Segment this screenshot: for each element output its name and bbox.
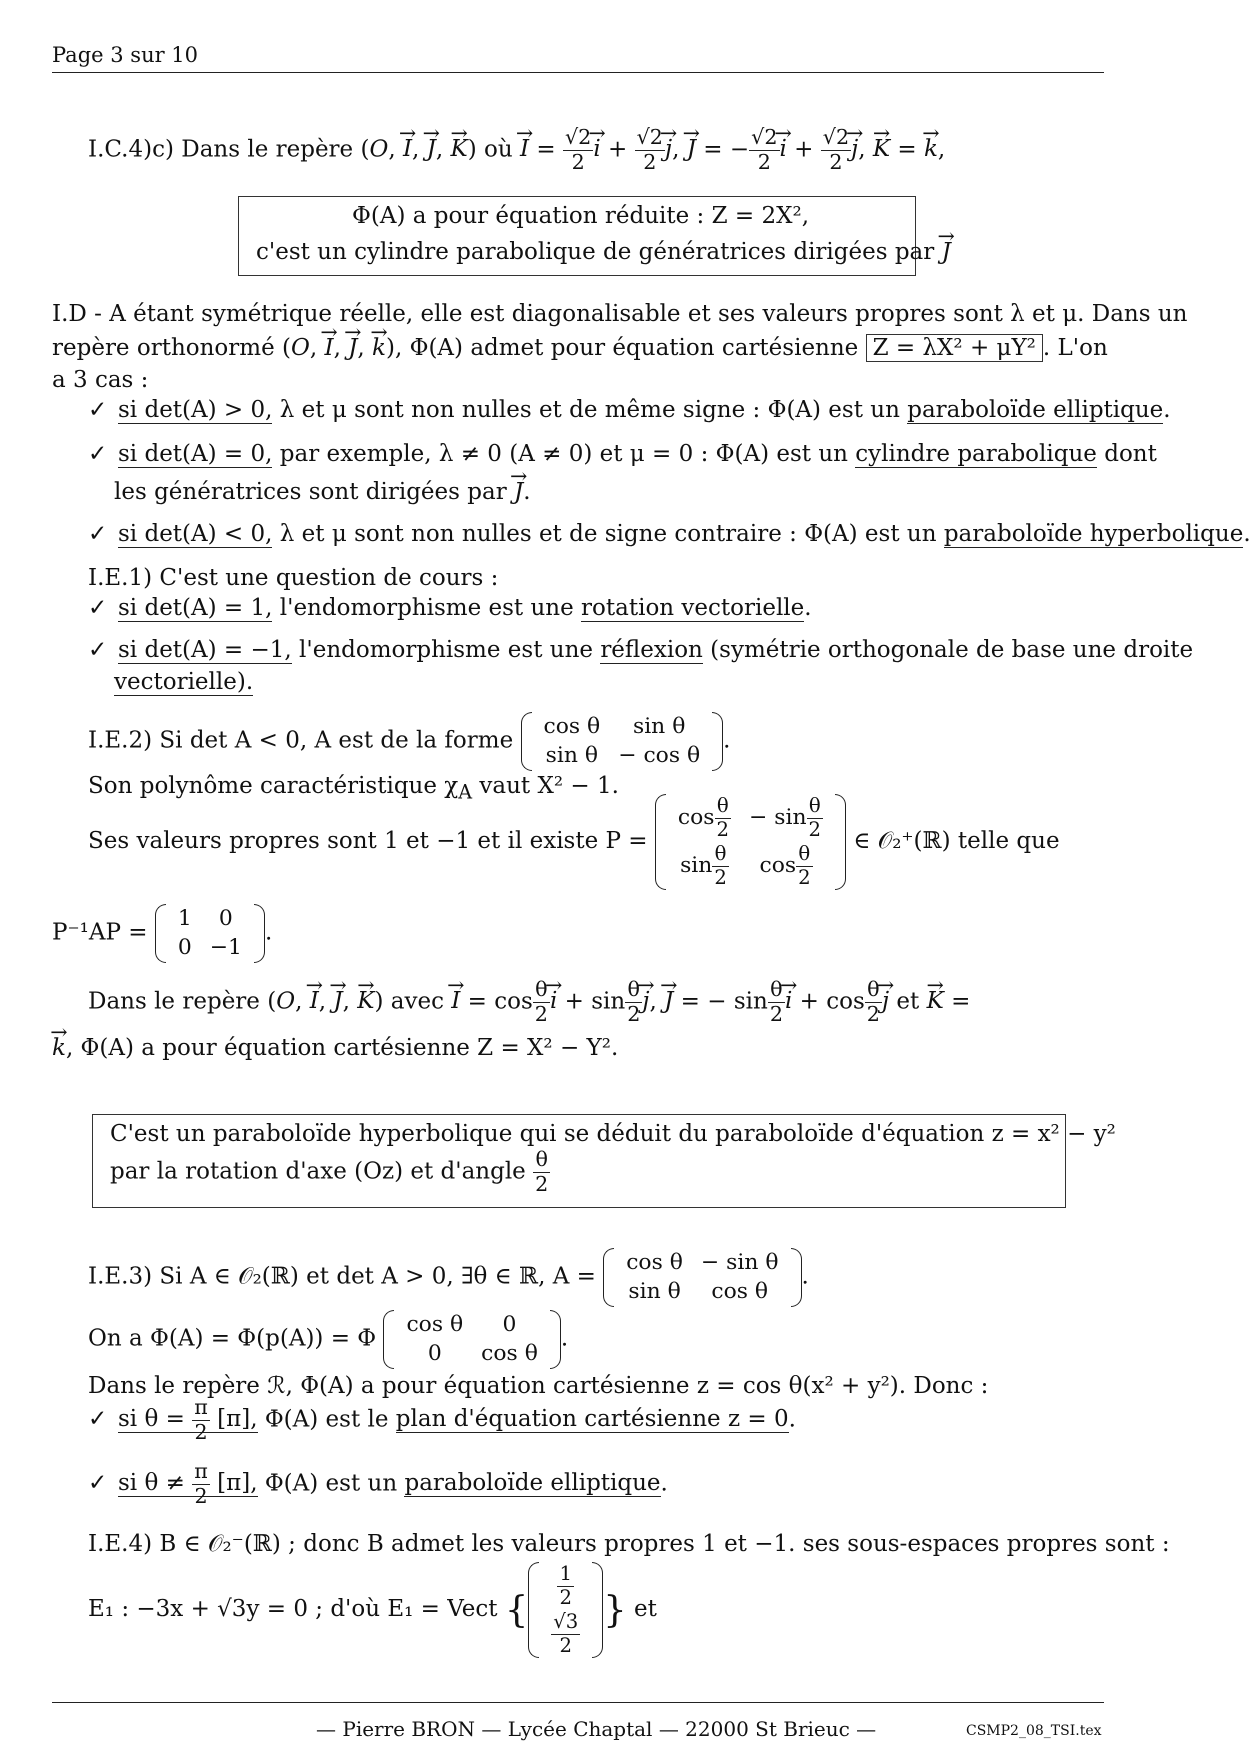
box2-line1: C'est un paraboloïde hyperbolique qui se déduit du paraboloïde d'équation z = x² − y² — [110, 1121, 1116, 1147]
ie1-title: I.E.1) C'est une question de cours : — [88, 565, 499, 591]
matrix-reflection: cos θ sin θ sin θ − cos θ — [521, 712, 724, 771]
ie2-poly: Son polynôme caractéristique $\chi_A$ vaut X² − 1. — [88, 773, 619, 804]
ie3-case-plane: ✓ si θ = $\frac{\pi}{2}$ [π], Φ(A) est le plan d'équation cartésienne z = 0. — [88, 1395, 796, 1444]
case-det-zero: ✓ si det(A) = 0, par exemple, λ ≠ 0 (A ≠ 0) et μ = 0 : Φ(A) est un cylindre parabolique dont — [88, 440, 1157, 470]
ie3-phi-line: On a Φ(A) = Φ(p(A)) = Φ cos θ 0 0 cos θ . — [88, 1310, 568, 1369]
check-mark-icon: ✓ — [88, 1470, 108, 1497]
ie1-case-rotation: ✓ si det(A) = 1, l'endomorphisme est une rotation vectorielle. — [88, 594, 812, 624]
boxed-equation: Z = λX² + μY² — [866, 334, 1043, 362]
case-det-zero-line2: les génératrices sont dirigées par → J. — [114, 478, 531, 508]
matrix-p: cos $\frac{\theta}{2}$ − sin $\frac{\theta}{2}$ sin $\frac{\theta}{2}$ cos $\frac{\theta}{2}$ — [655, 794, 846, 890]
ie3-repere: Dans le repère ℛ, Φ(A) a pour équation cartésienne z = cos θ(x² + y²). Donc : — [88, 1373, 989, 1399]
ie2-repere-line: Dans le repère (O, → I, → J, → K) avec → I = cos $\frac{\theta}{2}$ → i + sin $\frac{\theta}{2}$ → j, → J = − sin $\frac{\theta}{2}$ → i + cos $\frac{\theta}{2}$ → j et → K = — [88, 978, 970, 1027]
case-det-negative: ✓ si det(A) < 0, λ et μ sont non nulles et de signe contraire : Φ(A) est un paraboloïde hyperbolique. — [88, 520, 1251, 550]
ie2-line: I.E.2) Si det A < 0, A est de la forme cos θ sin θ sin θ − cos θ . — [88, 712, 730, 771]
check-mark-icon: ✓ — [88, 595, 108, 621]
ie2-equation: → k, Φ(A) a pour équation cartésienne Z = X² − Y². — [52, 1034, 618, 1064]
ie2-pap: P⁻¹AP = 1 0 0 −1 . — [52, 904, 272, 963]
ie3-case-paraboloid: ✓ si θ ≠ $\frac{\pi}{2}$ [π], Φ(A) est un paraboloïde elliptique. — [88, 1459, 668, 1508]
check-mark-icon: ✓ — [88, 441, 108, 467]
check-mark-icon: ✓ — [88, 1406, 108, 1433]
page-number: Page 3 sur 10 — [52, 43, 199, 67]
id-line1: I.D - A étant symétrique réelle, elle est diagonalisable et ses valeurs propres sont λ et μ. Dans un — [52, 301, 1188, 327]
header-rule — [52, 72, 1104, 73]
ie1-case-reflexion-line2: vectorielle). — [114, 669, 254, 695]
check-mark-icon: ✓ — [88, 397, 108, 423]
ie4-line: I.E.4) B ∈ 𝒪₂⁻(ℝ) ; donc B admet les valeurs propres 1 et −1. ses sous-espaces propres sont : — [88, 1531, 1170, 1557]
matrix-rotation: cos θ − sin θ sin θ cos θ — [603, 1248, 801, 1307]
ie3-line: I.E.3) Si A ∈ 𝒪₂(ℝ) et det A > 0, ∃θ ∈ ℝ, A = cos θ − sin θ sin θ cos θ . — [88, 1248, 809, 1307]
id-line3: a 3 cas : — [52, 367, 149, 393]
box2-line2: par la rotation d'axe (Oz) et d'angle $\frac{\theta}{2}$ — [110, 1147, 549, 1196]
ie4-e1-line: E₁ : −3x + √3y = 0 ; d'où E₁ = Vect { $\frac{1}{2}$ $\frac{√3}{2}$ } et — [88, 1562, 657, 1657]
matrix-cos-diagonal: cos θ 0 0 cos θ — [383, 1310, 560, 1369]
ie1-case-reflexion: ✓ si det(A) = −1, l'endomorphisme est une réflexion (symétrie orthogonale de base une droite — [88, 636, 1193, 666]
ie2-vp-line: Ses valeurs propres sont 1 et −1 et il existe P = cos $\frac{\theta}{2}$ − sin $\frac{\theta}{2}$ sin $\frac{\theta}{2}$ cos $\frac{\theta}{2}$ ∈ 𝒪₂⁺(ℝ) telle que — [88, 794, 1060, 889]
check-mark-icon: ✓ — [88, 637, 108, 663]
box1-line1: Φ(A) a pour équation réduite : Z = 2X², — [352, 203, 810, 229]
check-mark-icon: ✓ — [88, 521, 108, 547]
id-line2: repère orthonormé (O, → I, → J, → k), Φ(A) admet pour équation cartésienne Z = λX² + μY² . L'on — [52, 334, 1108, 364]
box1-line2: c'est un cylindre parabolique de génératrices dirigées par → J — [256, 238, 951, 268]
vector-e1: $\frac{1}{2}$ $\frac{√3}{2}$ — [528, 1562, 603, 1658]
footer-author: — Pierre BRON — Lycée Chaptal — 22000 St Brieuc — — [316, 1717, 877, 1741]
matrix-diagonal: 1 0 0 −1 — [155, 904, 265, 963]
ic4-line: I.C.4)c) Dans le repère (O, → I, → J, → K) où → I = $\frac{√2}{2}$ → i + $\frac{√2}{2}$ → j, → J = − $\frac{√2}{2}$ → i + $\frac{√2}{2}$ → j, → K = → k, — [88, 126, 945, 175]
footer-rule — [52, 1702, 1104, 1703]
case-det-positive: ✓ si det(A) > 0, λ et μ sont non nulles et de même signe : Φ(A) est un paraboloïde elliptique. — [88, 396, 1171, 426]
footer-filename: CSMP2_08_TSI.tex — [966, 1723, 1102, 1739]
